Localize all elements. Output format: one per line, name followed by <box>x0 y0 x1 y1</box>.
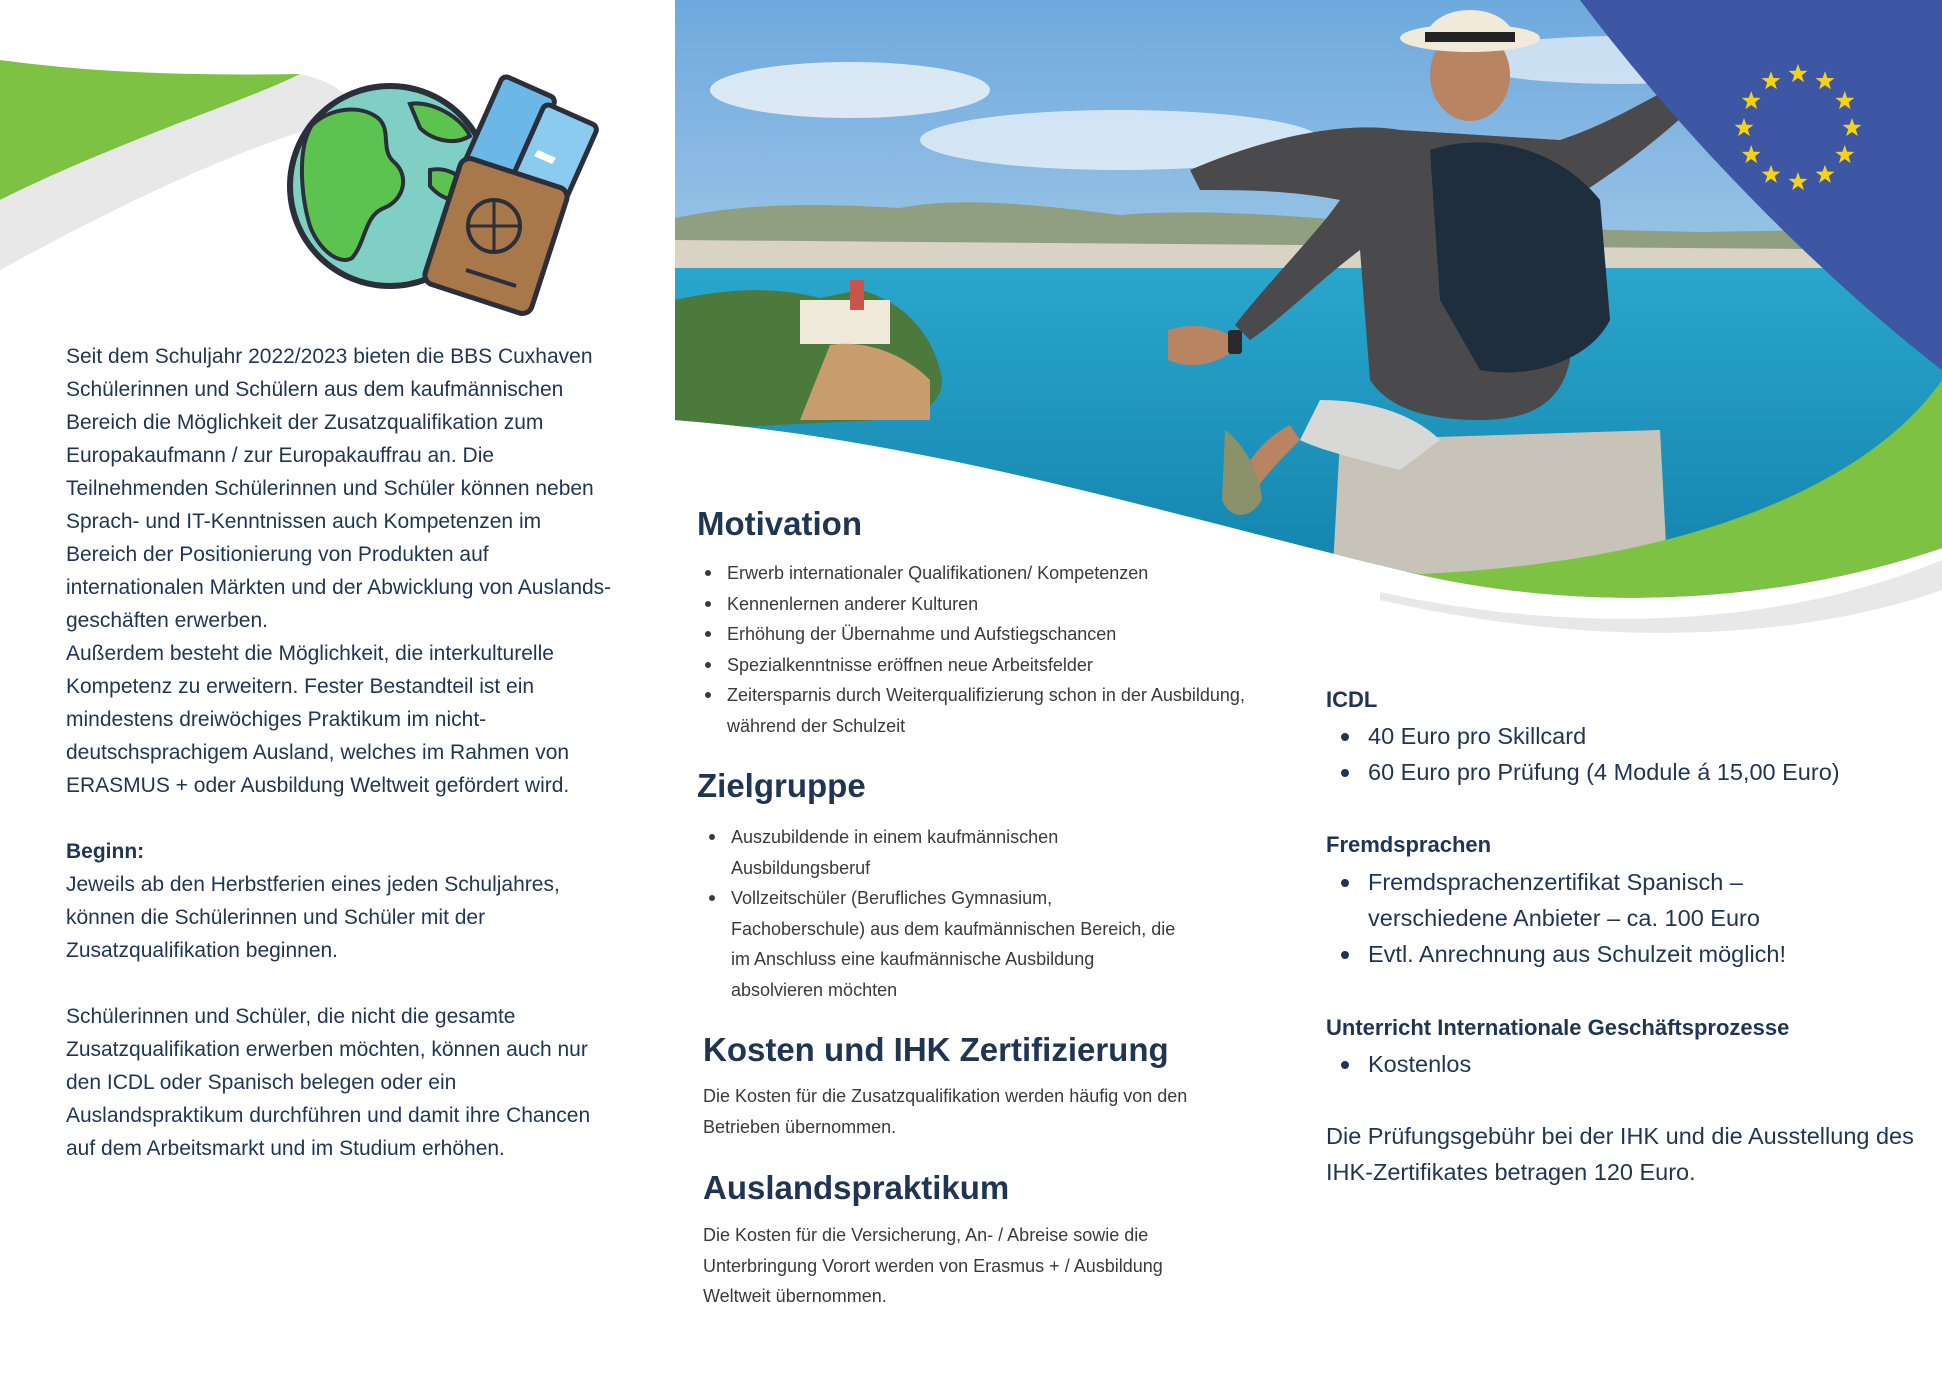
kosten-heading: Kosten und IHK Zertifizierung <box>703 1031 1169 1068</box>
fremdsprachen-heading: Fremdsprachen <box>1326 832 1492 857</box>
list-item: Fremdsprachenzertifikat Spanisch – verschiedene Anbieter – ca. 100 Euro <box>1368 864 1838 936</box>
list-item: 60 Euro pro Prüfung (4 Module á 15,00 Euro) <box>1368 754 1942 790</box>
intro-paragraph-3: Schülerinnen und Schüler, die nicht die gesamte Zusatzqualifikation erwerben möchten, können auch nur den ICDL oder Spanisch belegen oder ein Auslandspraktikum durchführen und damit ihre Chancen auf dem Arbeitsmarkt und im Studium erhöhen. <box>66 1005 591 1160</box>
list-item: Erwerb internationaler Qualifikationen/ Kompetenzen <box>727 558 1267 589</box>
list-item: Auszubildende in einem kaufmännischen Ausbildungsberuf <box>731 822 1181 883</box>
icdl-heading: ICDL <box>1326 687 1378 712</box>
list-item: Zeitersparnis durch Weiterqualifizierung schon in der Ausbildung, während der Schulzeit <box>727 680 1267 741</box>
icdl-list <box>1326 718 1942 790</box>
auslandspraktikum-text: Die Kosten für die Versicherung, An- / Abreise sowie die Unterbringung Vorort werden von Erasmus + / Ausbildung Weltweit übernommen. <box>703 1225 1163 1306</box>
list-item: Spezialkenntnisse eröffnen neue Arbeitsfelder <box>727 650 1267 681</box>
list-item: Evtl. Anrechnung aus Schulzeit möglich! <box>1368 936 1838 972</box>
zielgruppe-list <box>701 822 1181 1005</box>
intro-paragraph-1: Seit dem Schuljahr 2022/2023 bieten die BBS Cuxhaven Schülerinnen und Schülern aus dem kaufmännischen Bereich die Möglichkeit der Zusatzqualifikation zum Europakaufmann / zur Europakauffrau an. Die Teilnehmenden Schülerinnen und Schüler können neben Sprach- und IT-Kenntnissen auch Kompetenzen im Bereich der Positionierung von Produkten auf internationalen Märkten und der Abwicklung von Auslands-geschäften erwerben. <box>66 345 612 632</box>
motivation-heading: Motivation <box>697 505 862 542</box>
list-item: Kostenlos <box>1368 1046 1868 1082</box>
intro-column <box>66 340 614 1165</box>
unterricht-list <box>1326 1046 1868 1082</box>
fremdsprachen-list <box>1326 864 1838 972</box>
auslandspraktikum-heading: Auslandspraktikum <box>703 1169 1010 1206</box>
begin-label: Beginn: <box>66 840 145 863</box>
kosten-text: Die Kosten für die Zusatzqualifikation werden häufig von den Betrieben übernommen. <box>703 1086 1188 1137</box>
list-item: Erhöhung der Übernahme und Aufstiegschancen <box>727 619 1267 650</box>
begin-text: Jeweils ab den Herbstferien eines jeden Schuljahres, können die Schülerinnen und Schüler mit der Zusatzqualifikation beginnen. <box>66 873 560 962</box>
ihk-note: Die Prüfungsgebühr bei der IHK und die Ausstellung des IHK-Zertifikates betragen 120 Euro. <box>1326 1123 1914 1185</box>
list-item: Vollzeitschüler (Berufliches Gymnasium, Fachoberschule) aus dem kaufmännischen Bereich, die im Anschluss eine kaufmännische Ausbildung absolvieren möchten <box>731 883 1181 1005</box>
motivation-list <box>697 558 1267 741</box>
intro-paragraph-2: Außerdem besteht die Möglichkeit, die interkulturelle Kompetenz zu erweitern. Fester Bestandteil ist ein mindestens dreiwöchiges Praktikum im nicht-deutschsprachigem Ausland, welches im Rahmen von ERASMUS + oder Ausbildung Weltweit gefördert wird. <box>66 642 570 797</box>
unterricht-heading: Unterricht Internationale Geschäftsprozesse <box>1326 1015 1790 1040</box>
list-item: 40 Euro pro Skillcard <box>1368 718 1942 754</box>
list-item: Kennenlernen anderer Kulturen <box>727 589 1267 620</box>
zielgruppe-heading: Zielgruppe <box>697 767 866 804</box>
